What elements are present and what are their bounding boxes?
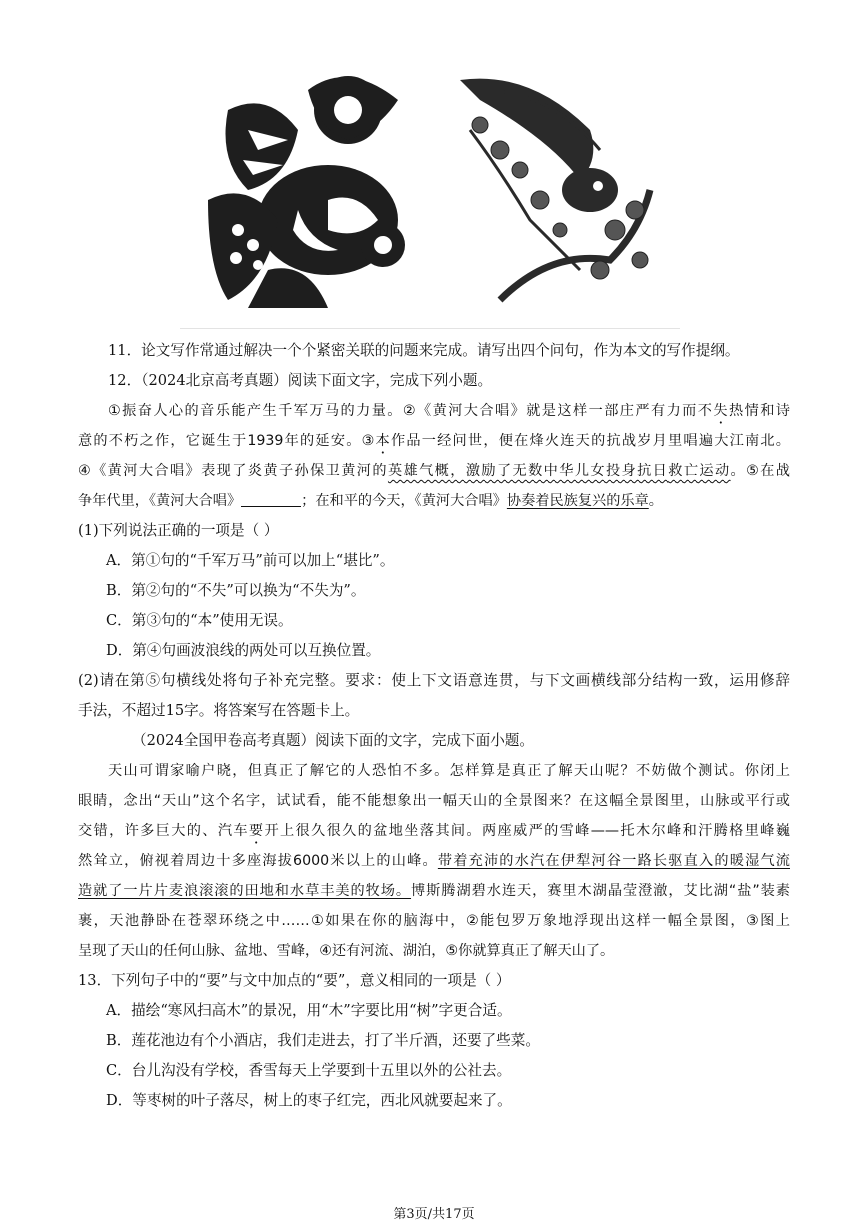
answer-blank[interactable] <box>241 490 301 507</box>
text: 博斯腾湖碧水连天，赛里木湖晶莹澄澈，艾比湖“盐”装素 <box>411 883 790 899</box>
question-11: 11．论文写作常通过解决一个个紧密关联的问题来完成。请写出四个问句，作为本文的写作提纲。 <box>108 342 740 359</box>
passage-yellow-river <box>78 396 790 516</box>
image-divider <box>180 328 680 329</box>
question-12-intro: 12．（2024北京高考真题）阅读下面文字，完成下列小题。 <box>108 372 493 389</box>
passage-line <box>78 426 790 456</box>
option-b: B．莲花池边有个小酒店，我们走进去，打了半斤酒，还要了些菜。 <box>106 1032 540 1049</box>
passage-line: 呈现了天山的任何山脉、盆地、雪峰，④还有河流、湖泊，⑤你就算真正了解天山了。 <box>78 943 615 959</box>
option-d: D．等枣树的叶子落尽，树上的枣子红完，西北风就要起来了。 <box>106 1092 512 1109</box>
underlined-text: 带着充沛的水汽在伊犁河谷一路长驱直入的暖湿气流 <box>437 853 790 869</box>
wavy-underline-text: 救亡运动 <box>668 463 731 479</box>
passage-line <box>78 876 790 906</box>
passage-line <box>78 396 790 426</box>
passage-tianshan <box>78 756 790 966</box>
underlined-text: 协奏着民族复兴的乐章 <box>506 493 649 509</box>
text: 争年代里，《黄河大合唱》 <box>78 493 242 509</box>
emphasis-dot-text: 要 <box>248 823 265 839</box>
option-c: C．台儿沟没有学校，香雪每天上学要到十五里以外的公社去。 <box>106 1062 512 1079</box>
page-footer: 第3页/共17页 <box>393 1207 475 1222</box>
papercut-bird-plum-icon <box>440 70 670 308</box>
papercut-fish-lotus-icon <box>208 70 408 308</box>
emphasis-dot-text: 失 <box>713 403 729 419</box>
passage-line: 裹，天池静卧在苍翠环绕之中……①如果在你的脑海中，②能包罗万象地浮现出这样一幅全景图，③图上 <box>78 913 790 929</box>
text: ①振奋人心的音乐能产生千军万马的力量。②《黄河大合唱》就是这样一部庄严有力而不 <box>108 403 714 419</box>
document-body <box>78 336 790 1116</box>
text: 然耸立，俯视着周边十多座海拔6000米以上的山峰。 <box>78 853 438 869</box>
passage-line <box>78 456 790 486</box>
passage-line <box>78 816 790 846</box>
question-12-2-line: (2)请在第⑤句横线处将句子补充完整。要求：使上下文语意连贯，与下文画横线部分结构一致，运用修辞 <box>78 672 790 689</box>
option-a: A．第①句的“千军万马”前可以加上“堪比”。 <box>106 552 395 569</box>
option-a: A．描绘“寒风扫高木”的景况，用“木”字要比用“树”字更合适。 <box>106 1002 512 1019</box>
question-13-intro: （2024全国甲卷高考真题）阅读下面的文字，完成下面小题。 <box>132 732 534 749</box>
text: 作品一经问世，便在烽火连天的抗战岁月里唱遍大江南北。 <box>390 433 790 449</box>
text: ；在和平的今天，《黄河大合唱》 <box>301 493 507 509</box>
passage-line: 天山可谓家喻户晓，但真正了解它的人恐怕不多。怎样算是真正了解天山呢？不妨做个测试。你闭上 <box>108 763 790 779</box>
option-d: D．第④句画波浪线的两处可以互换位置。 <box>106 642 381 659</box>
text: ④《黄河大合唱》表现了炎黄子孙保卫黄河的 <box>78 463 388 479</box>
option-b: B．第②句的“不失”可以换为“不失为”。 <box>106 582 366 599</box>
question-13-stem: 13．下列句子中的“要”与文中加点的“要”，意义相同的一项是（ ） <box>78 972 511 989</box>
wavy-underline-text: ，激励了无数中华儿女投身抗日 <box>450 463 669 479</box>
text: 。⑤在战 <box>730 463 790 479</box>
passage-line <box>78 846 790 876</box>
text: 意的不朽之作，它诞生于1939年的延安。③ <box>78 433 376 449</box>
passage-line: 眼睛，念出“天山”这个名字，试试看，能不能想象出一幅天山的全景图来？在这幅全景图里，山脉或平行或 <box>78 793 790 809</box>
text: 热情和诗 <box>729 403 790 419</box>
illustrations <box>180 70 680 330</box>
question-12-2-line: 手法，不超过15字。将答案写在答题卡上。 <box>78 702 360 719</box>
text: 交错，许多巨大的、汽车 <box>78 823 249 839</box>
option-c: C．第③句的“本”使用无误。 <box>106 612 293 629</box>
emphasis-dot-text: 本 <box>375 433 391 449</box>
question-12-1-stem: (1)下列说法正确的一项是（ ） <box>78 522 279 539</box>
passage-line <box>78 486 790 516</box>
text: 。 <box>648 493 663 509</box>
text: 开上很久很久的盆地坐落其间。两座威严的雪峰——托木尔峰和汗腾格里峰巍 <box>264 823 790 839</box>
wavy-underline-text: 英雄气概 <box>387 463 451 479</box>
underlined-text: 造就了一片片麦浪滚滚的田地和水草丰美的牧场。 <box>78 883 412 899</box>
